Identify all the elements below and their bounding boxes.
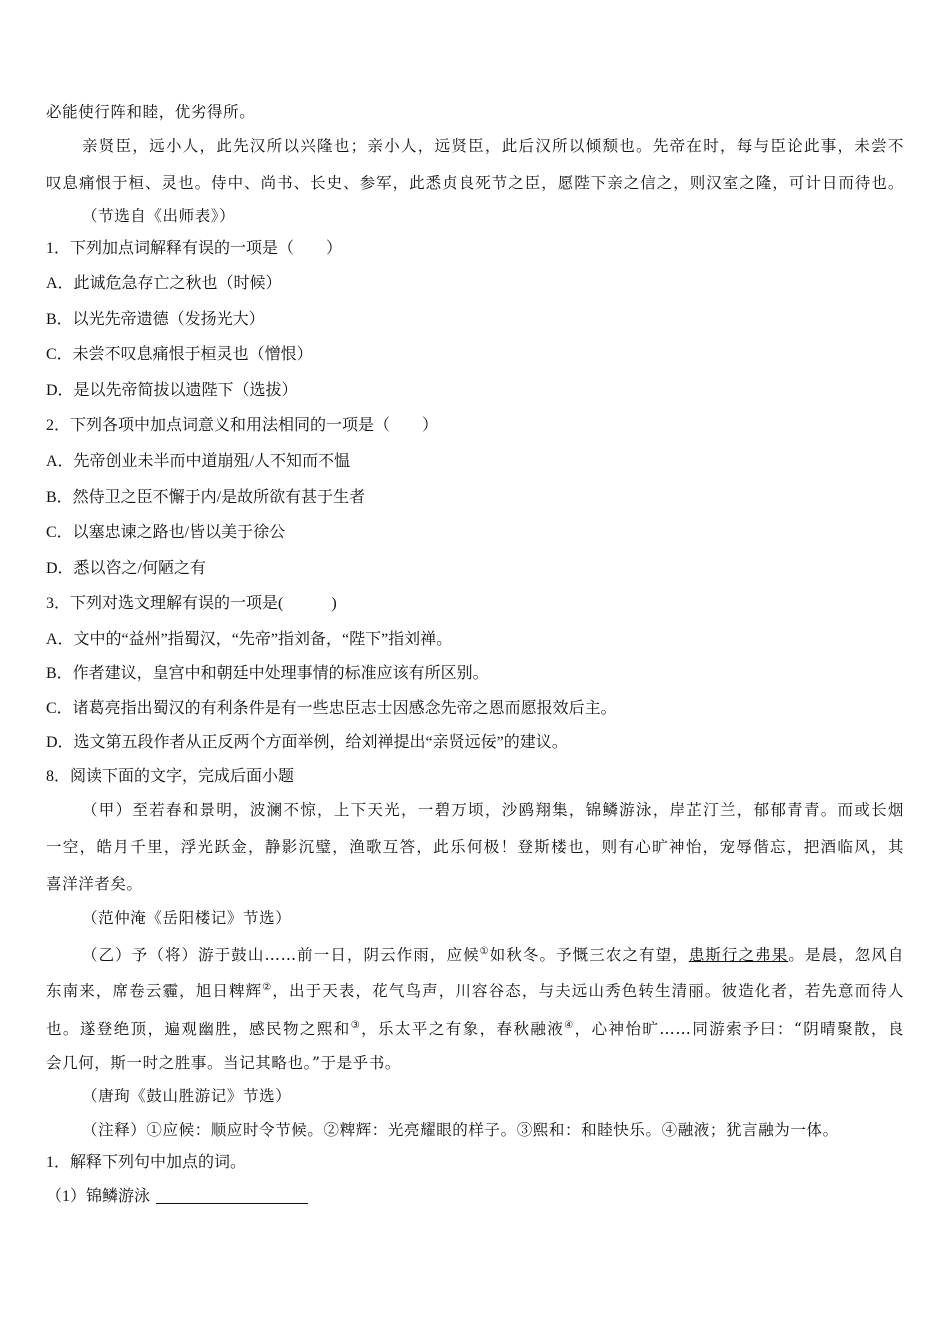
passage-line: 叹息痛恨于桓、灵也。侍中、尚书、长史、参军，此悉贞良死节之臣，愿陛下亲之信之，则汉室之隆，可计日而待也。 [46,174,904,192]
note-marker: ③ [350,1020,362,1031]
passage-line: 一空，皓月千里，浮光跃金，静影沉璧，渔歌互答，此乐何极！登斯楼也，则有心旷神怡，宠辱偕忘，把酒临风，其 [46,838,904,856]
question-option: D．选文第五段作者从正反两个方面举例，给刘禅提出“亲贤远佞”的建议。 [46,734,568,751]
passage-line [46,941,904,966]
passage-line [46,977,904,1002]
question-stem: 8．阅读下面的文字，完成后面小题 [46,768,295,785]
question-option: B．以光先帝遗德（发扬光大） [46,311,265,328]
passage-text: ，出于天表，花气鸟声，川容谷态，与夫远山秀色转生清丽。彼造化者，若先意而待人 [272,982,904,1001]
question-option: C．诸葛亮指出蜀汉的有利条件是有一些忠臣志士因感念先帝之恩而愿报效后主。 [46,700,617,717]
passage-line: （甲）至若春和景明，波澜不惊，上下天光，一碧万顷，沙鸥翔集，锦鳞游泳，岸芷汀兰，郁郁青青。而或长烟 [82,801,904,819]
passage-line: 必能使行阵和睦，优劣得所。 [46,103,256,121]
item-text: （1）锦鳞游泳 [46,1188,151,1205]
question-option: C．以塞忠谏之路也/皆以美于徐公 [46,524,286,541]
passage-line: 会几何，斯一时之胜事。当记其略也。”于是乎书。 [46,1054,401,1072]
passage-text: ，心神怡旷……同游索予曰：“阴晴聚散，良 [574,1020,904,1039]
note-marker: ② [262,982,273,993]
passage-line: 亲贤臣，远小人，此先汉所以兴隆也；亲小人，远贤臣，此后汉所以倾颓也。先帝在时，每与臣论此事，未尝不 [82,137,904,155]
question-option: D．悉以咨之/何陋之有 [46,560,207,577]
answer-blank[interactable] [156,1187,308,1204]
passage-line [46,1015,904,1040]
question-stem: 3．下列对选文理解有误的一项是( ) [46,595,337,612]
passage-source: （节选自《出师表》） [82,207,236,225]
passage-line: 喜洋洋者矣。 [46,875,143,893]
passage-source: （范仲淹《岳阳楼记》节选） [82,909,292,927]
question-option: C．未尝不叹息痛恨于桓灵也（憎恨） [46,346,313,363]
note-marker: ① [479,946,490,957]
question-stem: 1．下列加点词解释有误的一项是（ ） [46,240,343,257]
note-marker: ④ [564,1020,575,1031]
passage-source: （唐珣《鼓山胜游记》节选） [82,1087,292,1105]
question-option: D．是以先帝简拔以遗陛下（选拔） [46,382,298,399]
question-option: A．先帝创业未半而中道崩殂/人不知而不愠 [46,453,351,470]
question-stem: 1．解释下列句中加点的词。 [46,1154,247,1171]
passage-text: 东南来，席卷云霾，旭日粺辉 [46,982,263,1001]
passage-text: （乙）予（将）游于鼓山……前一日，阴云作雨，应候 [82,946,480,965]
question-option: A．此诚危急存亡之秋也（时候） [46,275,282,292]
question-option: B．然侍卫之臣不懈于内/是故所欲有甚于生者 [46,489,366,506]
question-option: A．文中的“益州”指蜀汉，“先帝”指刘备，“陛下”指刘禅。 [46,631,453,648]
passage-text: ，乐太平之有象，春秋融液 [361,1020,565,1039]
question-stem: 2．下列各项中加点词意义和用法相同的一项是（ ） [46,417,439,434]
annotation-notes: （注释）①应候：顺应时令节候。②粺辉：光亮耀眼的样子。③熙和：和睦快乐。④融液；犹言融为一体。 [82,1121,839,1139]
passage-text: 。是晨，忽风自 [788,946,904,965]
question-option: B．作者建议，皇宫中和朝廷中处理事情的标准应该有所区别。 [46,665,489,682]
underlined-phrase: 患斯行之弗果 [688,946,789,965]
passage-text: 也。遂登绝顶，遍观幽胜，感民物之熙和 [46,1020,351,1039]
passage-text: 如秋冬。予慨三农之有望， [489,946,689,965]
fill-in-item [46,1186,904,1208]
